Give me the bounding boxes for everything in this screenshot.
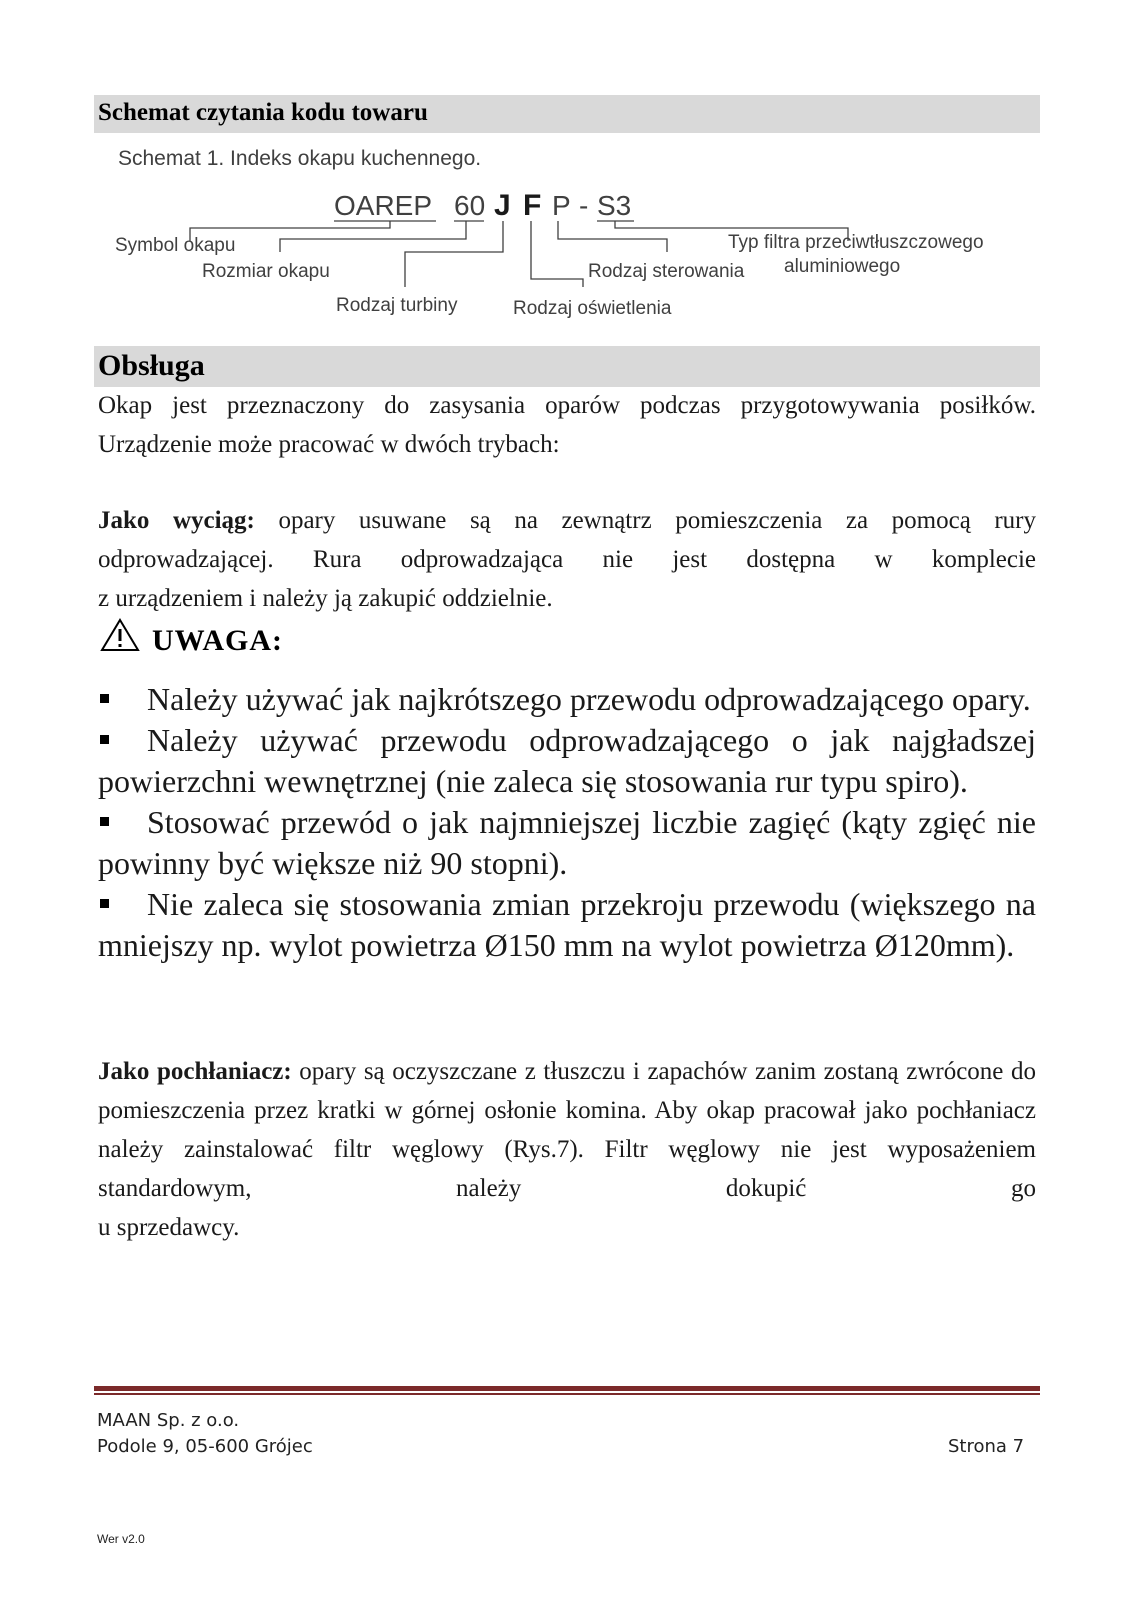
leader-control [558,221,667,252]
label-symbol: Symbol okapu [115,235,236,256]
mode-text: opary usuwane są na zewnątrz pomieszczenia za pomocą rury odprowadzającej. Rura odprowadzająca nie jest dostępna w komplecie [98,507,1037,573]
product-code-diagram [0,185,1132,335]
label-lighting: Rodzaj oświetlenia [513,298,672,319]
footer-rule [94,1386,1040,1391]
code-diagram-svg [0,185,1132,335]
warning-item-text: Należy używać przewodu odprowadzającego o jak najgładszej powierzchni wewnętrznej (nie zaleca się stosowania rur typu spiro). [98,722,1036,799]
intro-paragraph: Okap jest przeznaczony do zasysania oparów podczas przygotowywania posiłków. Urządzenie może pracować w dwóch trybach: [98,392,1036,458]
code-part-dash: - [579,190,589,221]
mode-absorber-body [98,1052,1036,1208]
mode-absorber-paragraph [98,1052,1036,1247]
bullet-square-icon [100,735,109,744]
mode-extractor-paragraph [98,501,1036,618]
warning-item [98,884,1036,966]
mode-text-last-line: u sprzedawcy. [98,1214,240,1241]
label-size: Rozmiar okapu [202,261,330,282]
page-number: Strona 7 [948,1436,1025,1457]
label-filter-line2: aluminiowego [784,256,901,277]
warning-title: UWAGA: [152,624,283,657]
leader-size [280,221,466,252]
warning-list [98,679,1036,966]
leader-lighting [531,221,583,287]
bullet-square-icon [100,694,109,703]
section-title: Schemat czytania kodu towaru [98,99,428,126]
code-part-p: P [552,190,571,221]
warning-item [98,720,1036,802]
code-part-oarep: OAREP [334,190,433,221]
bullet-square-icon [100,899,109,908]
label-filter-line1: Typ filtra przeciwtłuszczowego [728,232,984,253]
mode-text: opary są oczyszczane z tłuszczu i zapachów zanim zostaną zwrócone do pomieszczenia przez kratki w górnej osłonie komina. Aby okap pracował jako pochłaniacz należy zainstalować filtr węglowy (Rys.7). Filtr węglowy nie jest wyposażeniem standardowym, należy dokupić go [98,1058,1036,1202]
leader-turbine [405,221,503,287]
mode-label: Jako pochłaniacz: [98,1058,292,1085]
mode-label: Jako wyciąg: [98,507,255,534]
warning-item-text: Nie zaleca się stosowania zmian przekroju przewodu (większego na mniejszy np. wylot powietrza Ø150 mm na wylot powietrza Ø120mm). [98,886,1036,963]
footer-company: MAAN Sp. z o.o. [97,1410,240,1431]
warning-item-text: Należy używać jak najkrótszego przewodu odprowadzającego opary. [147,681,1031,717]
diagram-caption: Schemat 1. Indeks okapu kuchennego. [118,147,482,170]
warning-item [98,802,1036,884]
code-part-j: J [494,189,511,222]
mode-extractor-body [98,501,1036,579]
footer-address: Podole 9, 05-600 Grójec [97,1436,313,1457]
code-part-s3: S3 [597,190,632,221]
label-control: Rodzaj sterowania [588,261,745,282]
footer-rule-thin [94,1393,1040,1395]
section-header-bar [94,346,1040,387]
label-turbine: Rodzaj turbiny [336,295,458,316]
warning-triangle-icon [100,618,140,652]
code-part-f: F [523,189,542,222]
bullet-square-icon [100,817,109,826]
version-label: Wer v2.0 [97,1532,145,1546]
warning-item-text: Stosować przewód o jak najmniejszej liczbie zagięć (kąty zgięć nie powinny być większe niż 90 stopni). [98,804,1036,881]
code-part-size: 60 [454,190,486,221]
mode-text-last-line: z urządzeniem i należy ją zakupić oddzielnie. [98,585,553,612]
section-header-bar [94,95,1040,133]
section-title: Obsługa [98,349,205,382]
warning-item [98,679,1036,720]
